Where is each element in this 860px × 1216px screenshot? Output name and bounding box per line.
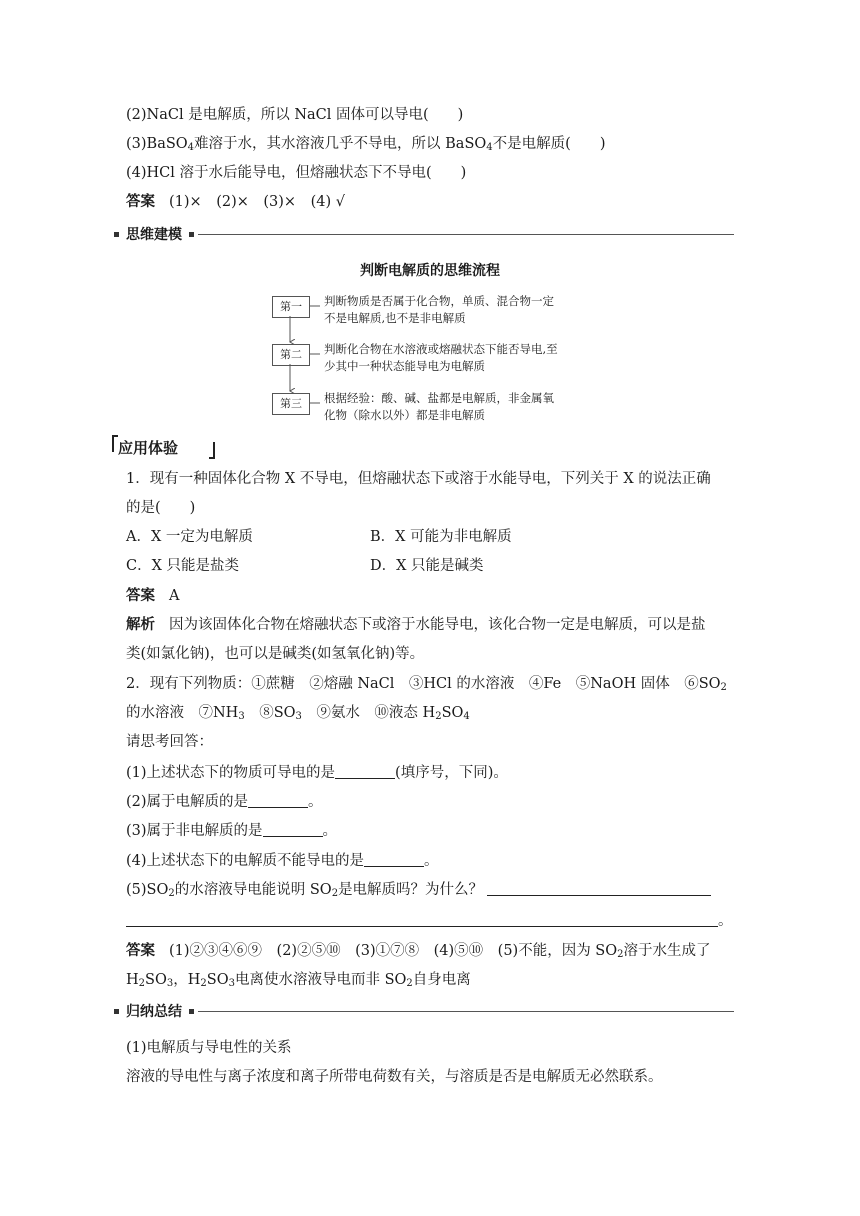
question-4: (4)HCl 溶于水后能导电，但熔融状态下不导电( ) xyxy=(126,165,467,181)
answer-blank[interactable] xyxy=(248,791,308,808)
section-header-model: 思维建模 xyxy=(114,224,734,244)
q1-answer: 答案 A xyxy=(126,588,180,604)
option-a: A．X 一定为电解质 xyxy=(126,529,253,545)
q1-analysis-line2: 类(如氯化钠)，也可以是碱类(如氢氧化钠)等。 xyxy=(126,646,425,662)
section-rule xyxy=(198,1011,734,1012)
summary-item1-text: 溶液的导电性与离子浓度和离子所带电荷数有关，与溶质是否是电解质无必然联系。 xyxy=(126,1069,663,1085)
practice-q2-line1: 2．现有下列物质：①蔗糖 ②熔融 NaCl ③HCl 的水溶液 ④Fe ⑤NaOH 固体 $⑥SO_2$ xyxy=(126,676,727,693)
square-bullet-icon xyxy=(114,1009,119,1014)
practice-q2-line2: 的水溶液 $⑦NH_3$ $⑧SO_3$ ⑨氨水 ⑩液态 $H_2SO_4$ xyxy=(126,705,470,722)
summary-item1-title: (1)电解质与导电性的关系 xyxy=(126,1040,292,1056)
option-b: B．X 可能为非电解质 xyxy=(370,529,512,545)
subquestion-1: (1)上述状态下的物质可导电的是 (填序号，下同)。 xyxy=(126,762,508,783)
answer-blank[interactable] xyxy=(487,879,711,896)
section-header-summary: 归纳总结 xyxy=(114,1001,734,1021)
question-3: (3)BaSO$_4$难溶于水，其水溶液几乎不导电，所以 BaSO$_4$不是电解质( ) xyxy=(126,136,606,153)
flow-step-2-label: 第二 xyxy=(272,344,310,366)
subquestion-5: $(5)SO_2$的水溶液导电能说明 $SO_2$是电解质吗？为什么？ xyxy=(126,879,711,900)
flow-step-1-text: 判断物质是否属于化合物，单质、混合物一定 不是电解质,也不是非电解质 xyxy=(324,294,554,325)
answer-blank[interactable] xyxy=(335,762,395,779)
q2-answer-line1: 答案 (1)②③④⑥⑨ (2)②⑤⑩ (3)①⑦⑧ (4)⑤⑩ (5)不能，因为 $SO_2$溶于水生成了 xyxy=(126,943,711,960)
practice-title: 应用体验 xyxy=(118,439,179,457)
flow-step-2-text: 判断化合物在水溶液或熔融状态下能否导电,至 少其中一种状态能导电为电解质 xyxy=(324,342,558,373)
answer-line: 答案 (1)× (2)× (3)× (4) √ xyxy=(126,194,345,210)
subquestion-5-continuation: 。 xyxy=(126,910,733,931)
q1-analysis-line1: 解析 因为该固体化合物在熔融状态下或溶于水能导电，该化合物一定是电解质，可以是盐 xyxy=(126,617,706,633)
flow-title: 判断电解质的思维流程 xyxy=(360,263,500,279)
practice-prompt: 请思考回答： xyxy=(126,734,213,750)
flow-step-3-text: 根据经验：酸、碱、盐都是电解质，非金属氧 化物（除水以外）都是非电解质 xyxy=(324,391,554,422)
answer-blank[interactable] xyxy=(364,850,424,867)
option-c: C．X 只能是盐类 xyxy=(126,558,240,574)
practice-q1-line1: 1．现有一种固体化合物 X 不导电，但熔融状态下或溶于水能导电，下列关于 X 的说法正确 xyxy=(126,471,711,487)
answer-blank[interactable] xyxy=(263,820,323,837)
answer-blank[interactable] xyxy=(126,910,718,927)
q2-answer-line2: $H_2SO_3$，$H_2SO_3$电离使水溶液导电而非 $SO_2$自身电离 xyxy=(126,972,471,989)
square-bullet-icon xyxy=(189,1009,194,1014)
subquestion-2: (2)属于电解质的是 。 xyxy=(126,791,323,812)
subquestion-3: (3)属于非电解质的是 。 xyxy=(126,820,337,841)
flow-step-1-label: 第一 xyxy=(272,296,310,318)
option-d: D．X 只能是碱类 xyxy=(370,558,484,574)
practice-q1-line2: 的是( ) xyxy=(126,500,196,516)
question-2: (2)NaCl 是电解质，所以 NaCl 固体可以导电( ) xyxy=(126,107,464,123)
subquestion-4: (4)上述状态下的电解质不能导电的是 。 xyxy=(126,850,439,871)
flow-step-3-label: 第三 xyxy=(272,393,310,415)
